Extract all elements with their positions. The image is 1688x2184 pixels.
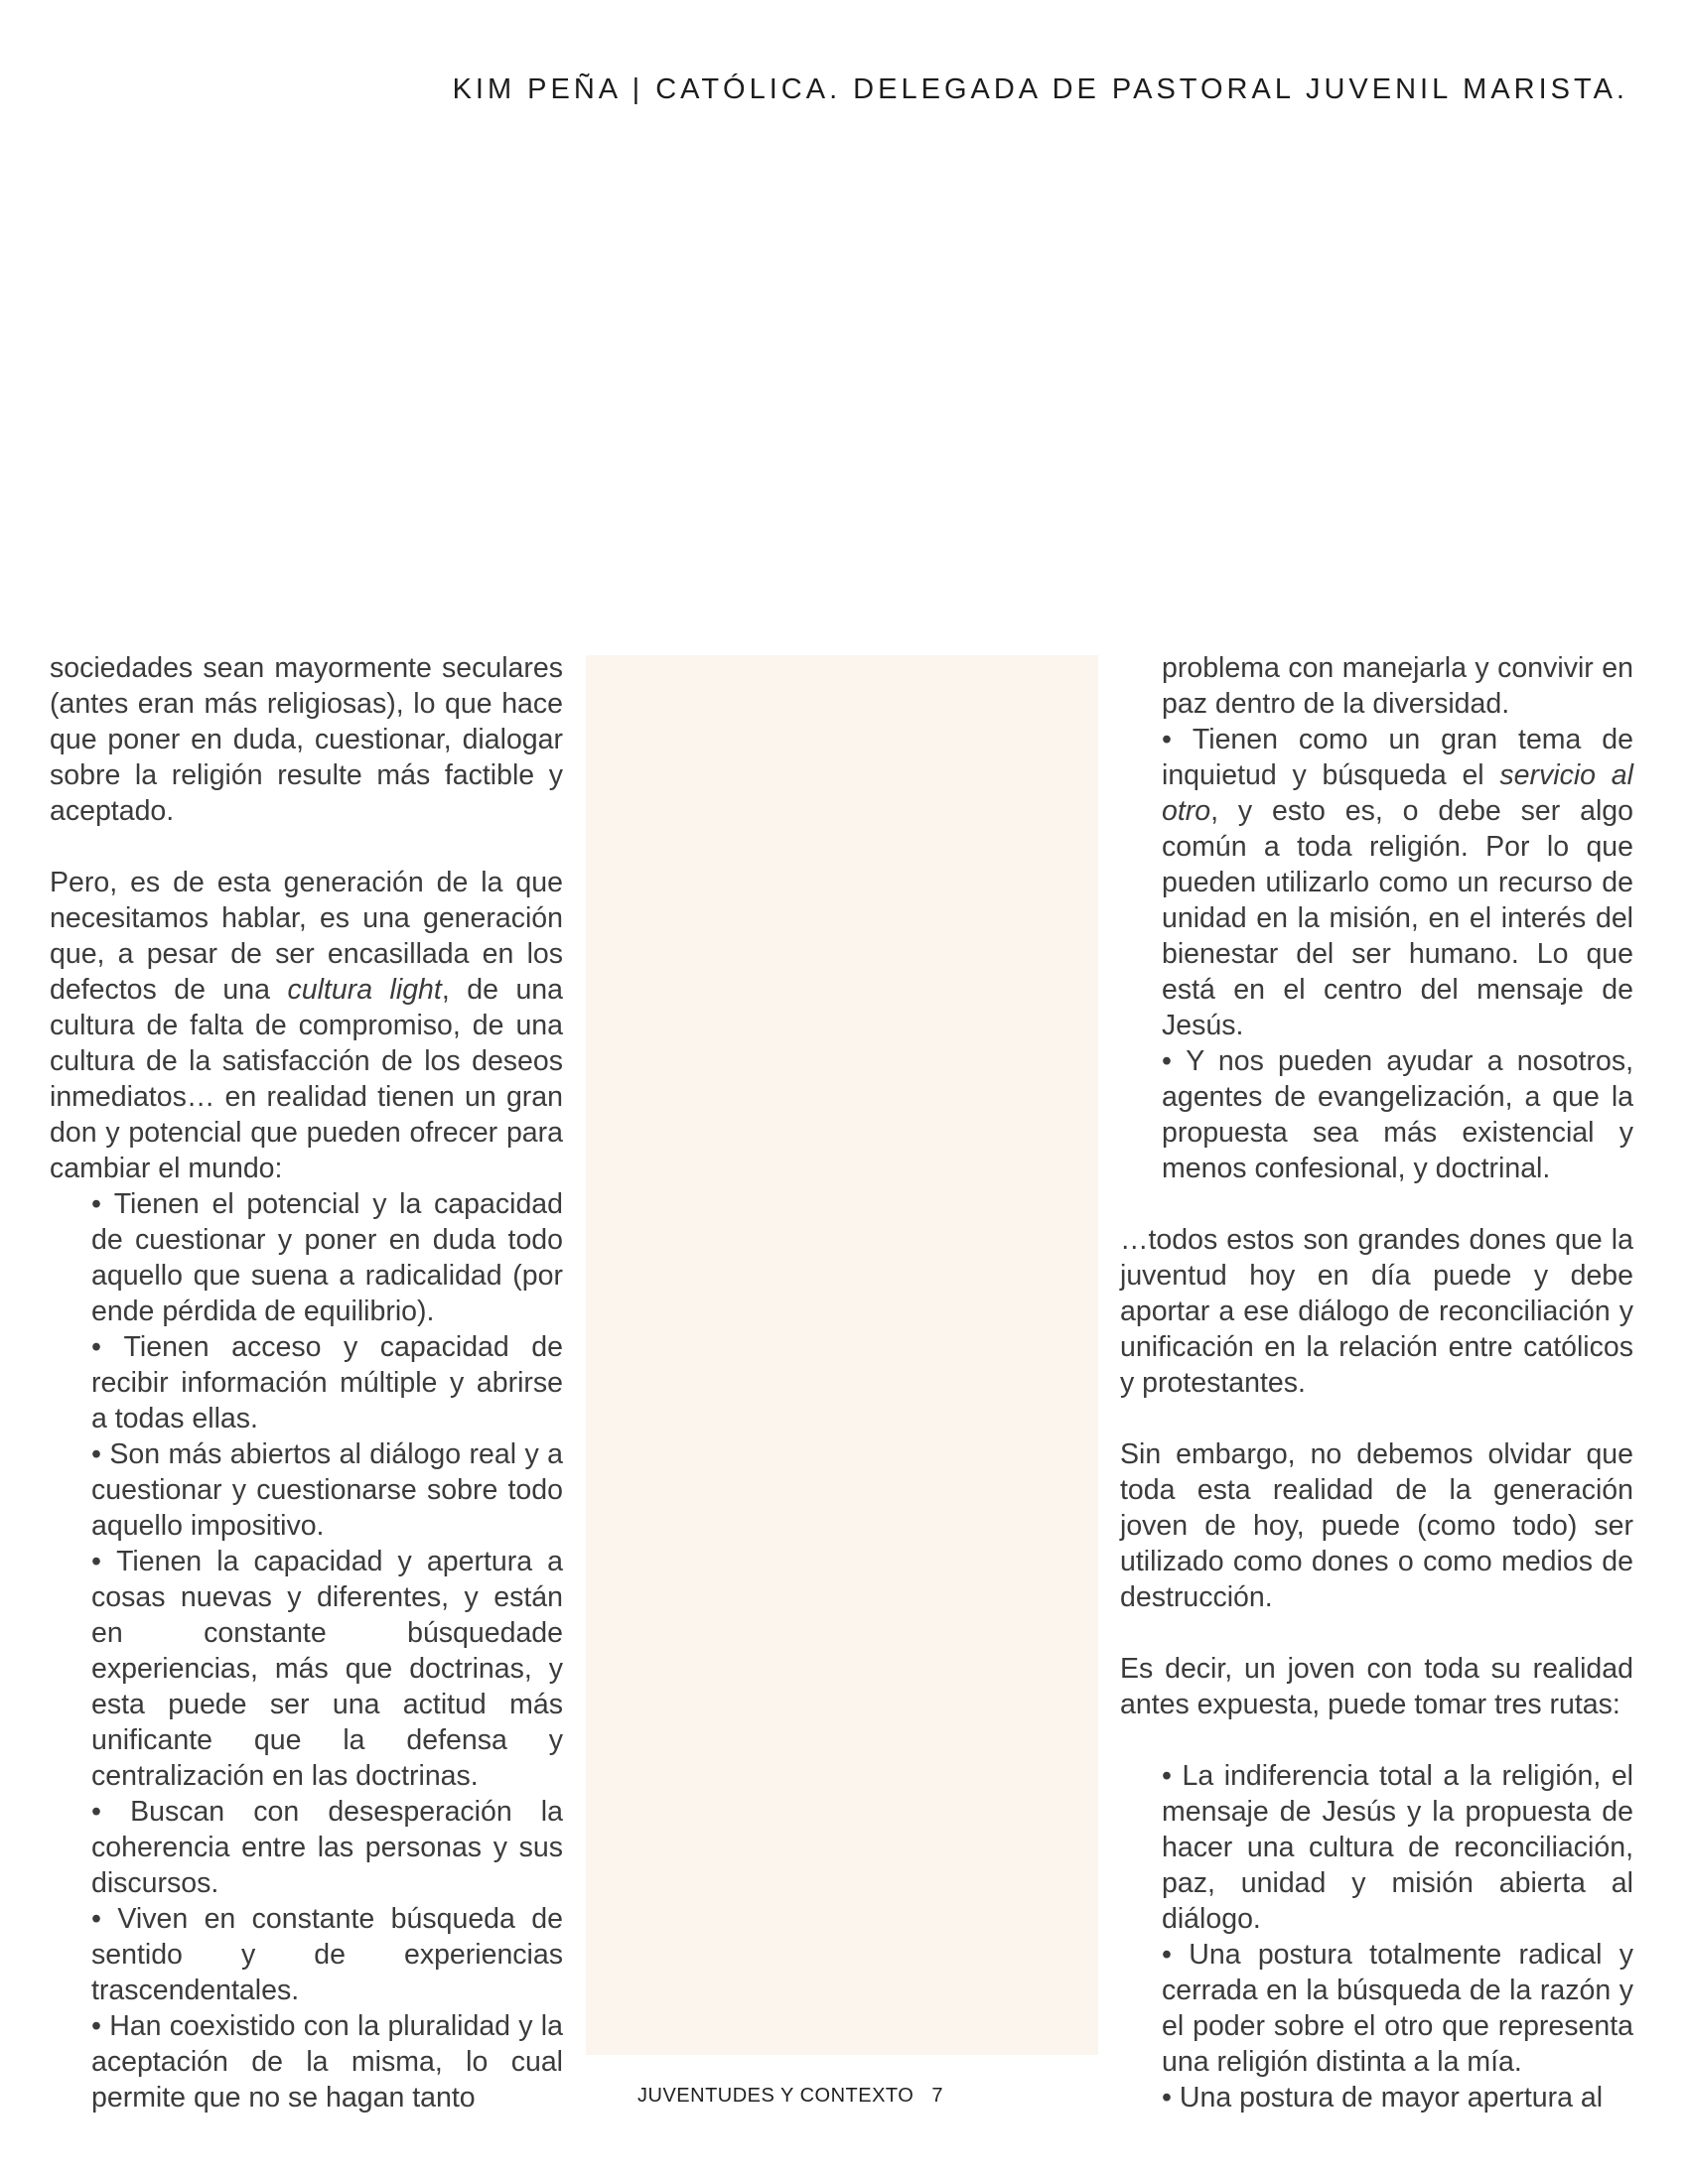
text-run: Tienen como un gran tema de inquietud y búsqueda el: [1162, 724, 1633, 791]
list-item: problema con manejarla y convivir en paz dentro de la diversidad.: [1162, 652, 1633, 720]
emphasis-cultura-light: cultura light: [287, 974, 442, 1006]
list-item: • Tienen acceso y capacidad de recibir información múltiple y abrirse a todas ellas.: [91, 1329, 563, 1436]
paragraph-generacion: [50, 865, 563, 1186]
list-item: • Una postura de mayor apertura al: [1162, 2080, 1633, 2116]
paragraph-es-decir: Es decir, un joven con toda su realidad antes expuesta, puede tomar tres rutas:: [1120, 1653, 1633, 1720]
list-item: • Son más abiertos al diálogo real y a cuestionar y cuestionarse sobre todo aquello impositivo.: [91, 1436, 563, 1544]
list-item: • Una postura totalmente radical y cerrada en la búsqueda de la razón y el poder sobre el otro que representa una religión distinta a la mía.: [1162, 1937, 1633, 2080]
decorative-panel: [586, 655, 1098, 2055]
text-run: , de una cultura de falta de compromiso, de una cultura de la satisfacción de los deseos inmediatos… en realidad tienen un gran don y potencial que pueden ofrecer para cambiar el mundo:: [50, 974, 563, 1184]
paragraph-sin-embargo: Sin embargo, no debemos olvidar que toda esta realidad de la generación joven de hoy, puede (como todo) ser utilizado como dones o como medios de destrucción.: [1120, 1438, 1633, 1613]
paragraph-dones: …todos estos son grandes dones que la juventud hoy en día puede y debe aportar a ese diálogo de reconciliación y unificación en la relación entre católicos y protestantes.: [1120, 1224, 1633, 1399]
bullet-list-continued: [1120, 650, 1633, 1186]
emphasis-servicio: servicio al otro: [1162, 759, 1633, 827]
bullet-list-potencial: [50, 1186, 563, 2116]
page-number: 7: [931, 2085, 943, 2107]
list-item: [1162, 722, 1633, 1043]
right-column: [1120, 650, 1633, 2116]
left-column: [50, 650, 563, 2116]
footer-publication: JUVENTUDES Y CONTEXTO: [637, 2085, 914, 2107]
page-header: [453, 73, 1628, 106]
list-item: • Viven en constante búsqueda de sentido y de experiencias trascendentales.: [91, 1901, 563, 2008]
list-item: • Y nos pueden ayudar a nosotros, agentes de evangelización, a que la propuesta sea más existencial y menos confesional, y doctrinal.: [1162, 1043, 1633, 1186]
list-item: • Buscan con desesperación la coherencia entre las personas y sus discursos.: [91, 1794, 563, 1901]
text-run: , y esto es, o debe ser algo común a toda religión. Por lo que pueden utilizarlo como un recurso de unidad en la misión, en el interés del bienestar del ser humano. Lo que está en el centro del mensaje de Jesús.: [1162, 795, 1633, 1041]
list-item: • Han coexistido con la pluralidad y la aceptación de la misma, lo cual permite que no se hagan tanto: [91, 2008, 563, 2116]
text-run: Pero, es de esta generación de la que necesitamos hablar, es una generación que, a pesar de ser encasillada en los defectos de una: [50, 867, 563, 1006]
bullet-list-rutas: [1120, 1758, 1633, 2116]
page-footer: [637, 2085, 943, 2108]
list-item: • Tienen la capacidad y apertura a cosas nuevas y diferentes, y están en constante búsquedade experiencias, más que doctrinas, y esta puede ser una actitud más unificante que la defensa y centralización en las doctrinas.: [91, 1544, 563, 1794]
list-item: • Tienen el potencial y la capacidad de cuestionar y poner en duda todo aquello que suena a radicalidad (por ende pérdida de equilibrio).: [91, 1186, 563, 1329]
paragraph-secular: sociedades sean mayormente seculares (antes eran más religiosas), lo que hace que poner en duda, cuestionar, dialogar sobre la religión resulte más factible y aceptado.: [50, 652, 563, 827]
header-title: KIM PEÑA | CATÓLICA. DELEGADA DE PASTORAL JUVENIL MARISTA.: [452, 73, 1628, 105]
list-item: • La indiferencia total a la religión, el mensaje de Jesús y la propuesta de hacer una cultura de reconciliación, paz, unidad y misión abierta al diálogo.: [1162, 1758, 1633, 1937]
